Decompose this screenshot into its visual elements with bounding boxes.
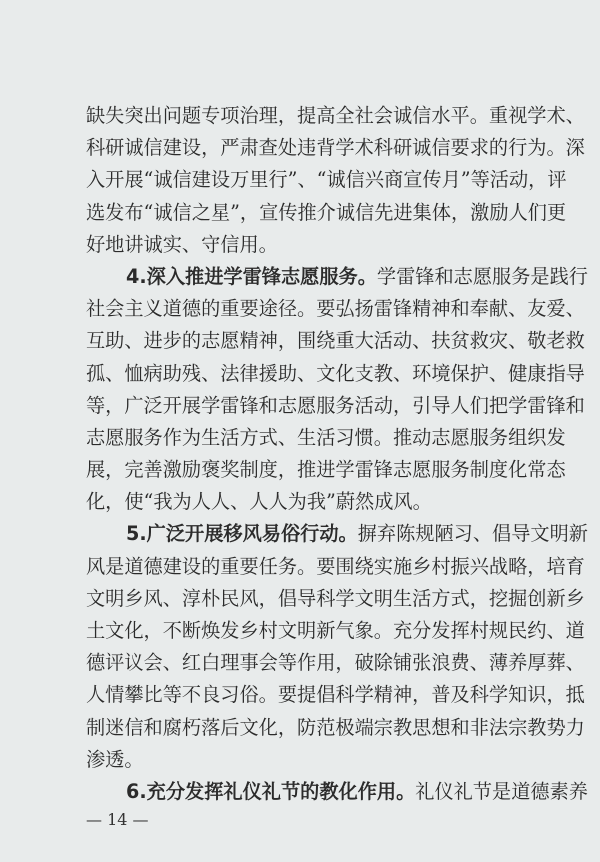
text-line — [86, 551, 585, 583]
text-line — [86, 293, 585, 325]
text-line — [86, 712, 585, 744]
text-line — [86, 422, 566, 454]
section-heading: 5.广泛开展移风易俗行动。 — [126, 522, 358, 546]
line-text: 学雷锋和志愿服务是践行 — [376, 264, 588, 288]
text-line — [86, 132, 585, 164]
line-text: 互助、进步的志愿精神，围绕重大活动、扶贫救灾、敬老救 — [86, 329, 585, 353]
line-text: 土文化，不断焕发乡村文明新气象。充分发挥村规民约、道 — [86, 619, 585, 642]
line-text: 选发布“诚信之星”，宣传推介诚信先进集体，激励人们更 — [86, 200, 567, 224]
line-text: 文明乡风、淳朴民风，倡导科学文明生活方式，挖掘创新乡 — [86, 586, 585, 610]
text-line — [86, 744, 528, 776]
text-line — [86, 679, 585, 711]
text-line — [86, 518, 588, 550]
line-text: 缺失突出问题专项治理，提高全社会诚信水平。重视学术、 — [86, 104, 585, 127]
text-line — [86, 164, 567, 196]
text-line — [86, 647, 585, 679]
line-text: 社会主义道德的重要途径。要弘扬雷锋精神和奉献、友爱、 — [86, 297, 585, 321]
section-heading: 6.充分发挥礼仪礼节的教化作用。 — [126, 779, 416, 803]
line-text: 德评议会、红白理事会等作用，破除铺张浪费、薄养厚葬、 — [86, 651, 585, 675]
line-text: 志愿服务作为生活方式、生活习惯。推动志愿服务组织发 — [86, 425, 566, 449]
line-text: 孤、恤病助残、法律援助、文化支教、环境保护、健康指导 — [86, 361, 585, 385]
text-line — [86, 358, 585, 390]
text-line — [86, 100, 585, 132]
line-text: 制迷信和腐朽落后文化，防范极端宗教思想和非法宗教势力 — [86, 715, 585, 739]
text-line — [86, 390, 585, 422]
section-heading: 4.深入推进学雷锋志愿服务。 — [126, 264, 377, 288]
line-text: 展，完善激励褒奖制度，推进学雷锋志愿服务制度化常态 — [86, 458, 566, 482]
text-line — [86, 261, 588, 293]
line-text: 人情攀比等不良习俗。要提倡科学精神，普及科学知识，抵 — [86, 683, 585, 707]
text-line — [86, 325, 585, 357]
document-body — [86, 100, 588, 808]
line-text: 科研诚信建设，严肃查处违背学术科研诚信要求的行为。深 — [86, 136, 585, 160]
text-line — [86, 776, 588, 808]
text-line — [86, 583, 585, 615]
line-text: 渗透。 — [86, 747, 144, 771]
text-line — [86, 454, 566, 486]
text-line — [86, 229, 528, 261]
line-text: 风是道德建设的重要任务。要围绕实施乡村振兴战略，培育 — [86, 554, 585, 578]
line-text: 摒弃陈规陋习、倡导文明新 — [357, 522, 588, 546]
text-line — [86, 197, 567, 229]
line-text: 化，使“我为人人、人人为我”蔚然成风。 — [86, 490, 432, 514]
text-line — [86, 615, 585, 647]
line-text: 等，广泛开展学雷锋和志愿服务活动，引导人们把学雷锋和 — [86, 393, 585, 417]
line-text: 礼仪礼节是道德素养 — [415, 779, 588, 803]
line-text: 好地讲诚实、守信用。 — [86, 232, 278, 256]
page-number: — 14 — — [86, 810, 149, 829]
line-text: 入开展“诚信建设万里行”、“诚信兴商宣传月”等活动，评 — [86, 168, 567, 192]
text-line — [86, 486, 528, 518]
